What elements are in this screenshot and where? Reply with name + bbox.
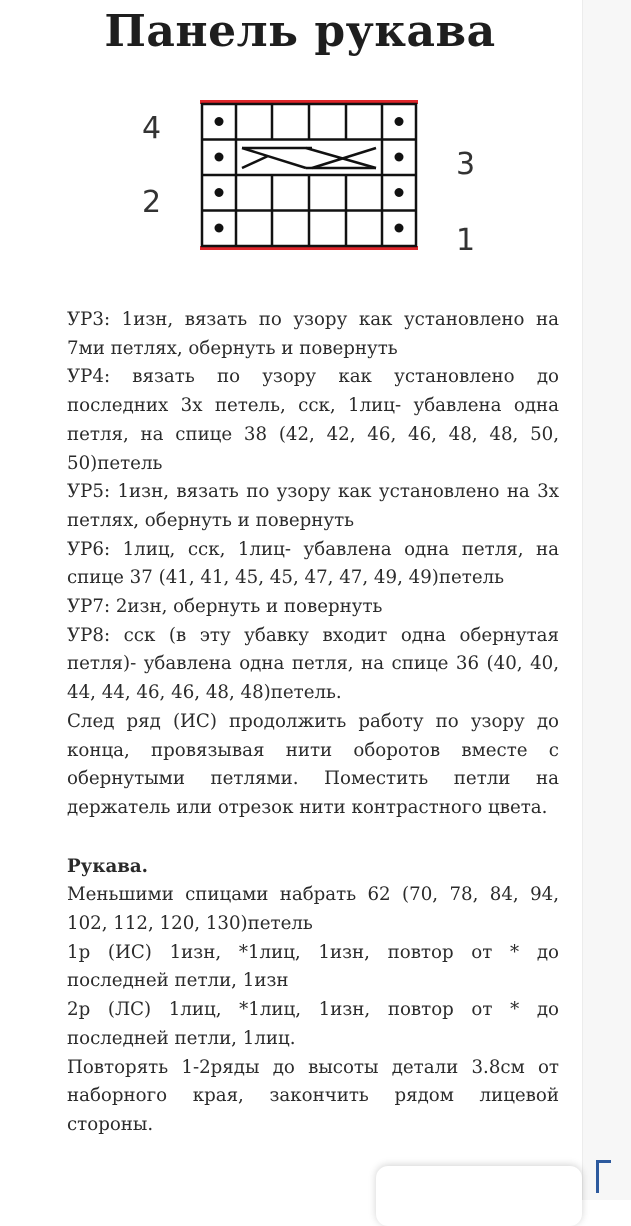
instructions-text (67, 306, 559, 1140)
knitting-chart (130, 90, 490, 270)
sleeves-row1: 1р (ИС) 1изн, *1лиц, 1изн, повтор от * до последней петли, 1изн (67, 941, 559, 992)
row5-instruction: УР5: 1изн, вязать по узору как установлено на 3х петлях, обернуть и повернуть (67, 481, 559, 531)
section-gap (67, 823, 559, 853)
purl-dot (215, 224, 224, 233)
row6-instruction: УР6: 1лиц, сск, 1лиц- убавлена одна петля, на спице 37 (41, 41, 45, 45, 47, 47, 49, 49)петель (67, 538, 559, 589)
purl-dot (215, 153, 224, 162)
row7-instruction: УР7: 2изн, обернуть и повернуть (67, 596, 383, 618)
purl-dot (215, 117, 224, 126)
purl-dot (395, 117, 404, 126)
sleeves-heading: Рукава. (67, 855, 148, 877)
row-label-1: 1 (456, 223, 476, 258)
chart-grid-lines (202, 104, 416, 246)
row8-instruction: УР8: сск (в эту убавку входит одна обернутая петля)- убавлена одна петля, на спице 36 (40, 40, 44, 44, 46, 46, 48, 48)петель. (67, 624, 559, 704)
cable-cross-line (242, 156, 268, 168)
row-label-2: 2 (142, 185, 162, 220)
sleeves-repeat: Повторять 1-2ряды до высоты детали 3.8см от наборного края, закончить рядом лицевой стороны. (67, 1056, 559, 1135)
cable-cross-line (242, 148, 306, 168)
purl-dot (395, 224, 404, 233)
purl-dot (395, 153, 404, 162)
row3-instruction: УР3: 1изн, вязать по узору как установлено на 7ми петлях, обернуть и повернуть (67, 309, 559, 359)
row-label-4: 4 (142, 111, 162, 146)
next-row-instruction: След ряд (ИС) продолжить работу по узору до конца, провязывая нити оборотов вместе с обернутыми петлями. Поместить петли на держатель или отрезок нити контрастного цвета. (67, 710, 559, 818)
bottom-overlay-card[interactable] (376, 1166, 582, 1226)
right-margin-strip (582, 0, 631, 1200)
sleeves-cast-on: Меньшими спицами набрать 62 (70, 78, 84, 94, 102, 112, 120, 130)петель (67, 884, 559, 935)
chart-grid-svg (130, 90, 490, 270)
purl-dot (215, 188, 224, 197)
row4-instruction: УР4: вязать по узору как установлено до последних 3х петель, сск, 1лиц- убавлена одна петля, на спице 38 (42, 42, 46, 46, 48, 48, 50, 50)петель (67, 366, 559, 474)
page-title: Панель рукава (104, 6, 496, 57)
row-label-3: 3 (456, 147, 476, 182)
sleeves-row2: 2р (ЛС) 1лиц, *1лиц, 1изн, повтор от * до последней петли, 1лиц. (67, 999, 559, 1049)
purl-dot (395, 188, 404, 197)
corner-bracket-icon (596, 1160, 611, 1193)
